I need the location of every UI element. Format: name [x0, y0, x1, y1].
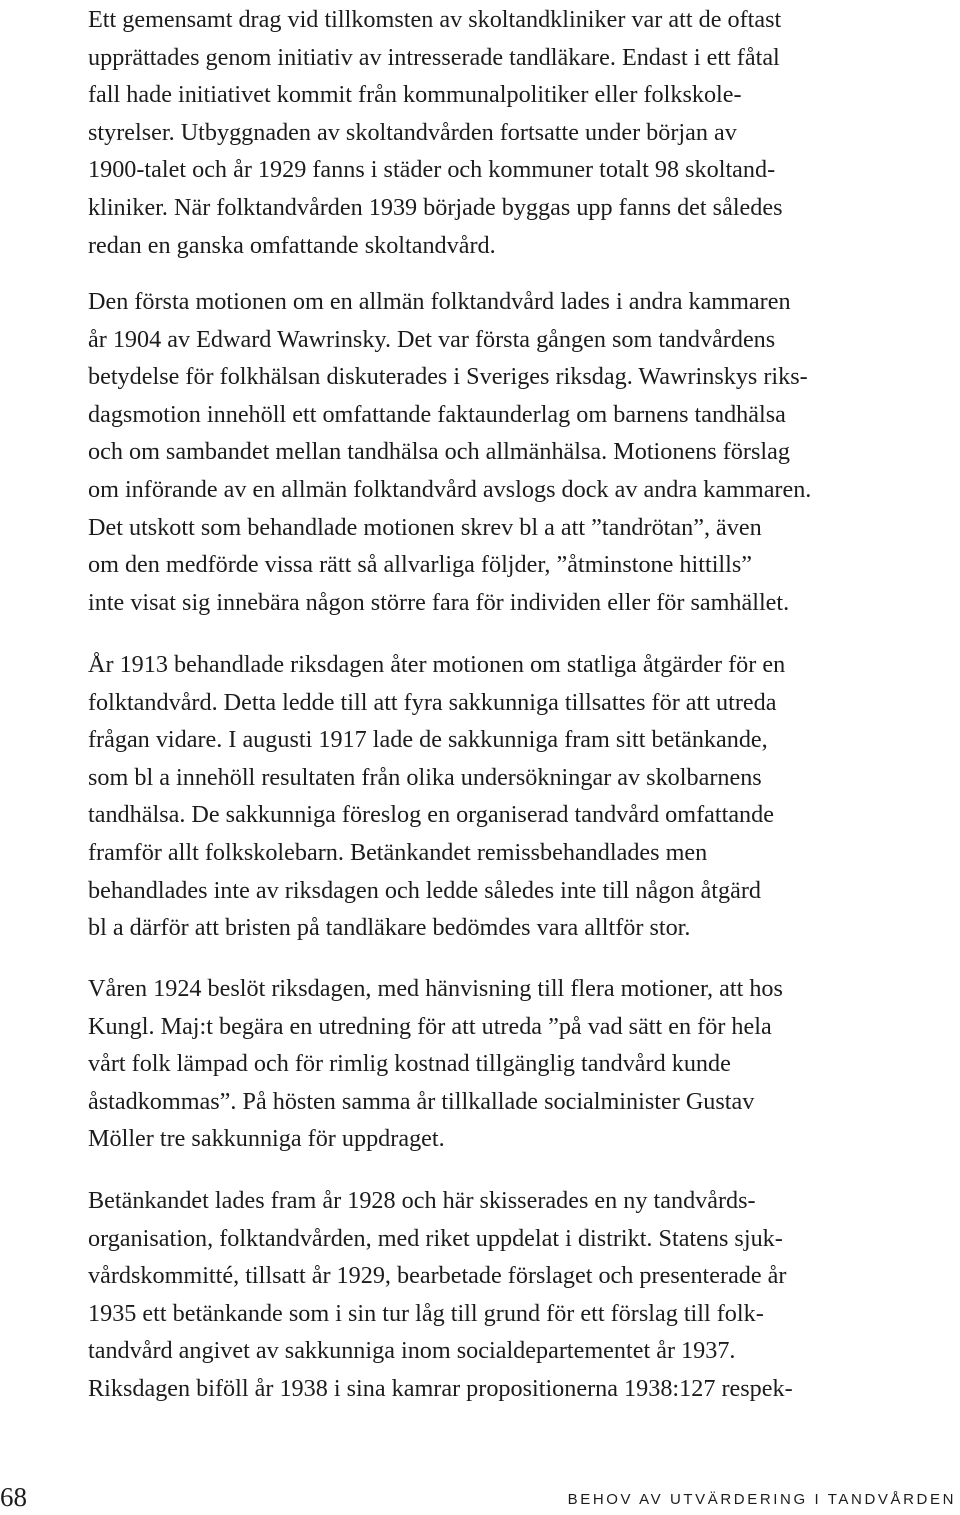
text-line: om den medförde vissa rätt så allvarliga följder, ”åtminstone hittills” [88, 551, 752, 579]
text-line: vårt folk lämpad och för rimlig kostnad tillgänglig tandvård kunde [88, 1050, 731, 1078]
text-line: Ett gemensamt drag vid tillkomsten av skoltandkliniker var att de oftast [88, 6, 782, 33]
text-line: dagsmotion innehöll ett omfattande faktaunderlag om barnens tandhälsa [88, 400, 786, 428]
text-line: Betänkandet lades fram år 1928 och här skisserades en ny tandvårds- [88, 1187, 756, 1214]
paragraph-school-dental-clinics [88, 1, 954, 264]
text-line: som bl a innehöll resultaten från olika undersökningar av skolbarnens [88, 763, 762, 791]
text-line: kliniker. När folktandvården 1939 började byggas upp fanns det således [88, 193, 783, 221]
text-line: och om sambandet mellan tandhälsa och allmänhälsa. Motionens förslag [88, 438, 790, 466]
text-line: tandhälsa. De sakkunniga föreslog en organiserad tandvård omfattande [88, 801, 774, 829]
text-line: Den första motionen om en allmän folktandvård lades i andra kammaren [88, 288, 791, 315]
paragraph-1928-report [88, 1182, 954, 1408]
text-line: tandvård angivet av sakkunniga inom socialdepartementet år 1937. [88, 1337, 736, 1365]
text-line: År 1913 behandlade riksdagen åter motionen om statliga åtgärder för en [88, 651, 786, 678]
text-line: år 1904 av Edward Wawrinsky. Det var första gången som tandvårdens [88, 325, 776, 353]
text-line: redan en ganska omfattande skoltandvård. [88, 231, 496, 259]
text-line: betydelse för folkhälsan diskuterades i Sveriges riksdag. Wawrinskys riks- [88, 363, 808, 391]
text-line: åstadkommas”. På hösten samma år tillkallade socialminister Gustav [88, 1087, 755, 1115]
paragraph-first-motion [88, 283, 954, 621]
text-line: fall hade initiativet kommit från kommunalpolitiker eller folkskole- [88, 81, 742, 109]
running-footer-title: BEHOV AV UTVÄRDERING I TANDVÅRDEN [567, 1491, 956, 1508]
text-line: Våren 1924 beslöt riksdagen, med hänvisning till flera motioner, att hos [88, 975, 783, 1002]
text-line: 1935 ett betänkande som i sin tur låg till grund för ett förslag till folk- [88, 1299, 764, 1327]
text-line: om införande av en allmän folktandvård avslogs dock av andra kammaren. [88, 475, 812, 503]
text-line: folktandvård. Detta ledde till att fyra sakkunniga tillsattes för att utreda [88, 688, 777, 716]
text-line: Möller tre sakkunniga för uppdraget. [88, 1125, 445, 1153]
text-line: styrelser. Utbyggnaden av skoltandvården fortsatte under början av [88, 118, 737, 146]
text-line: organisation, folktandvården, med riket uppdelat i distrikt. Statens sjuk- [88, 1224, 783, 1252]
text-line: behandlades inte av riksdagen och ledde således inte till någon åtgärd [88, 876, 761, 904]
paragraph-1924-decision [88, 970, 954, 1158]
text-line: 1900-talet och år 1929 fanns i städer och kommuner totalt 98 skoltand- [88, 156, 776, 184]
text-line: inte visat sig innebära någon större fara för individen eller för samhället. [88, 588, 790, 616]
paragraph-1913-riksdag [88, 646, 954, 947]
text-line: upprättades genom initiativ av intresserade tandläkare. Endast i ett fåtal [88, 43, 780, 71]
text-line: bl a därför att bristen på tandläkare bedömdes vara alltför stor. [88, 914, 691, 942]
text-line: Kungl. Maj:t begära en utredning för att utreda ”på vad sätt en för hela [88, 1012, 772, 1040]
text-line: frågan vidare. I augusti 1917 lade de sakkunniga fram sitt betänkande, [88, 726, 768, 754]
text-line: Riksdagen biföll år 1938 i sina kamrar propositionerna 1938:127 respek- [88, 1374, 793, 1402]
text-line: framför allt folkskolebarn. Betänkandet remissbehandlades men [88, 838, 708, 866]
page-number: 68 [0, 1482, 27, 1512]
text-line: Det utskott som behandlade motionen skrev bl a att ”tandrötan”, även [88, 513, 762, 541]
text-line: vårdskommitté, tillsatt år 1929, bearbetade förslaget och presenterade år [88, 1262, 787, 1290]
